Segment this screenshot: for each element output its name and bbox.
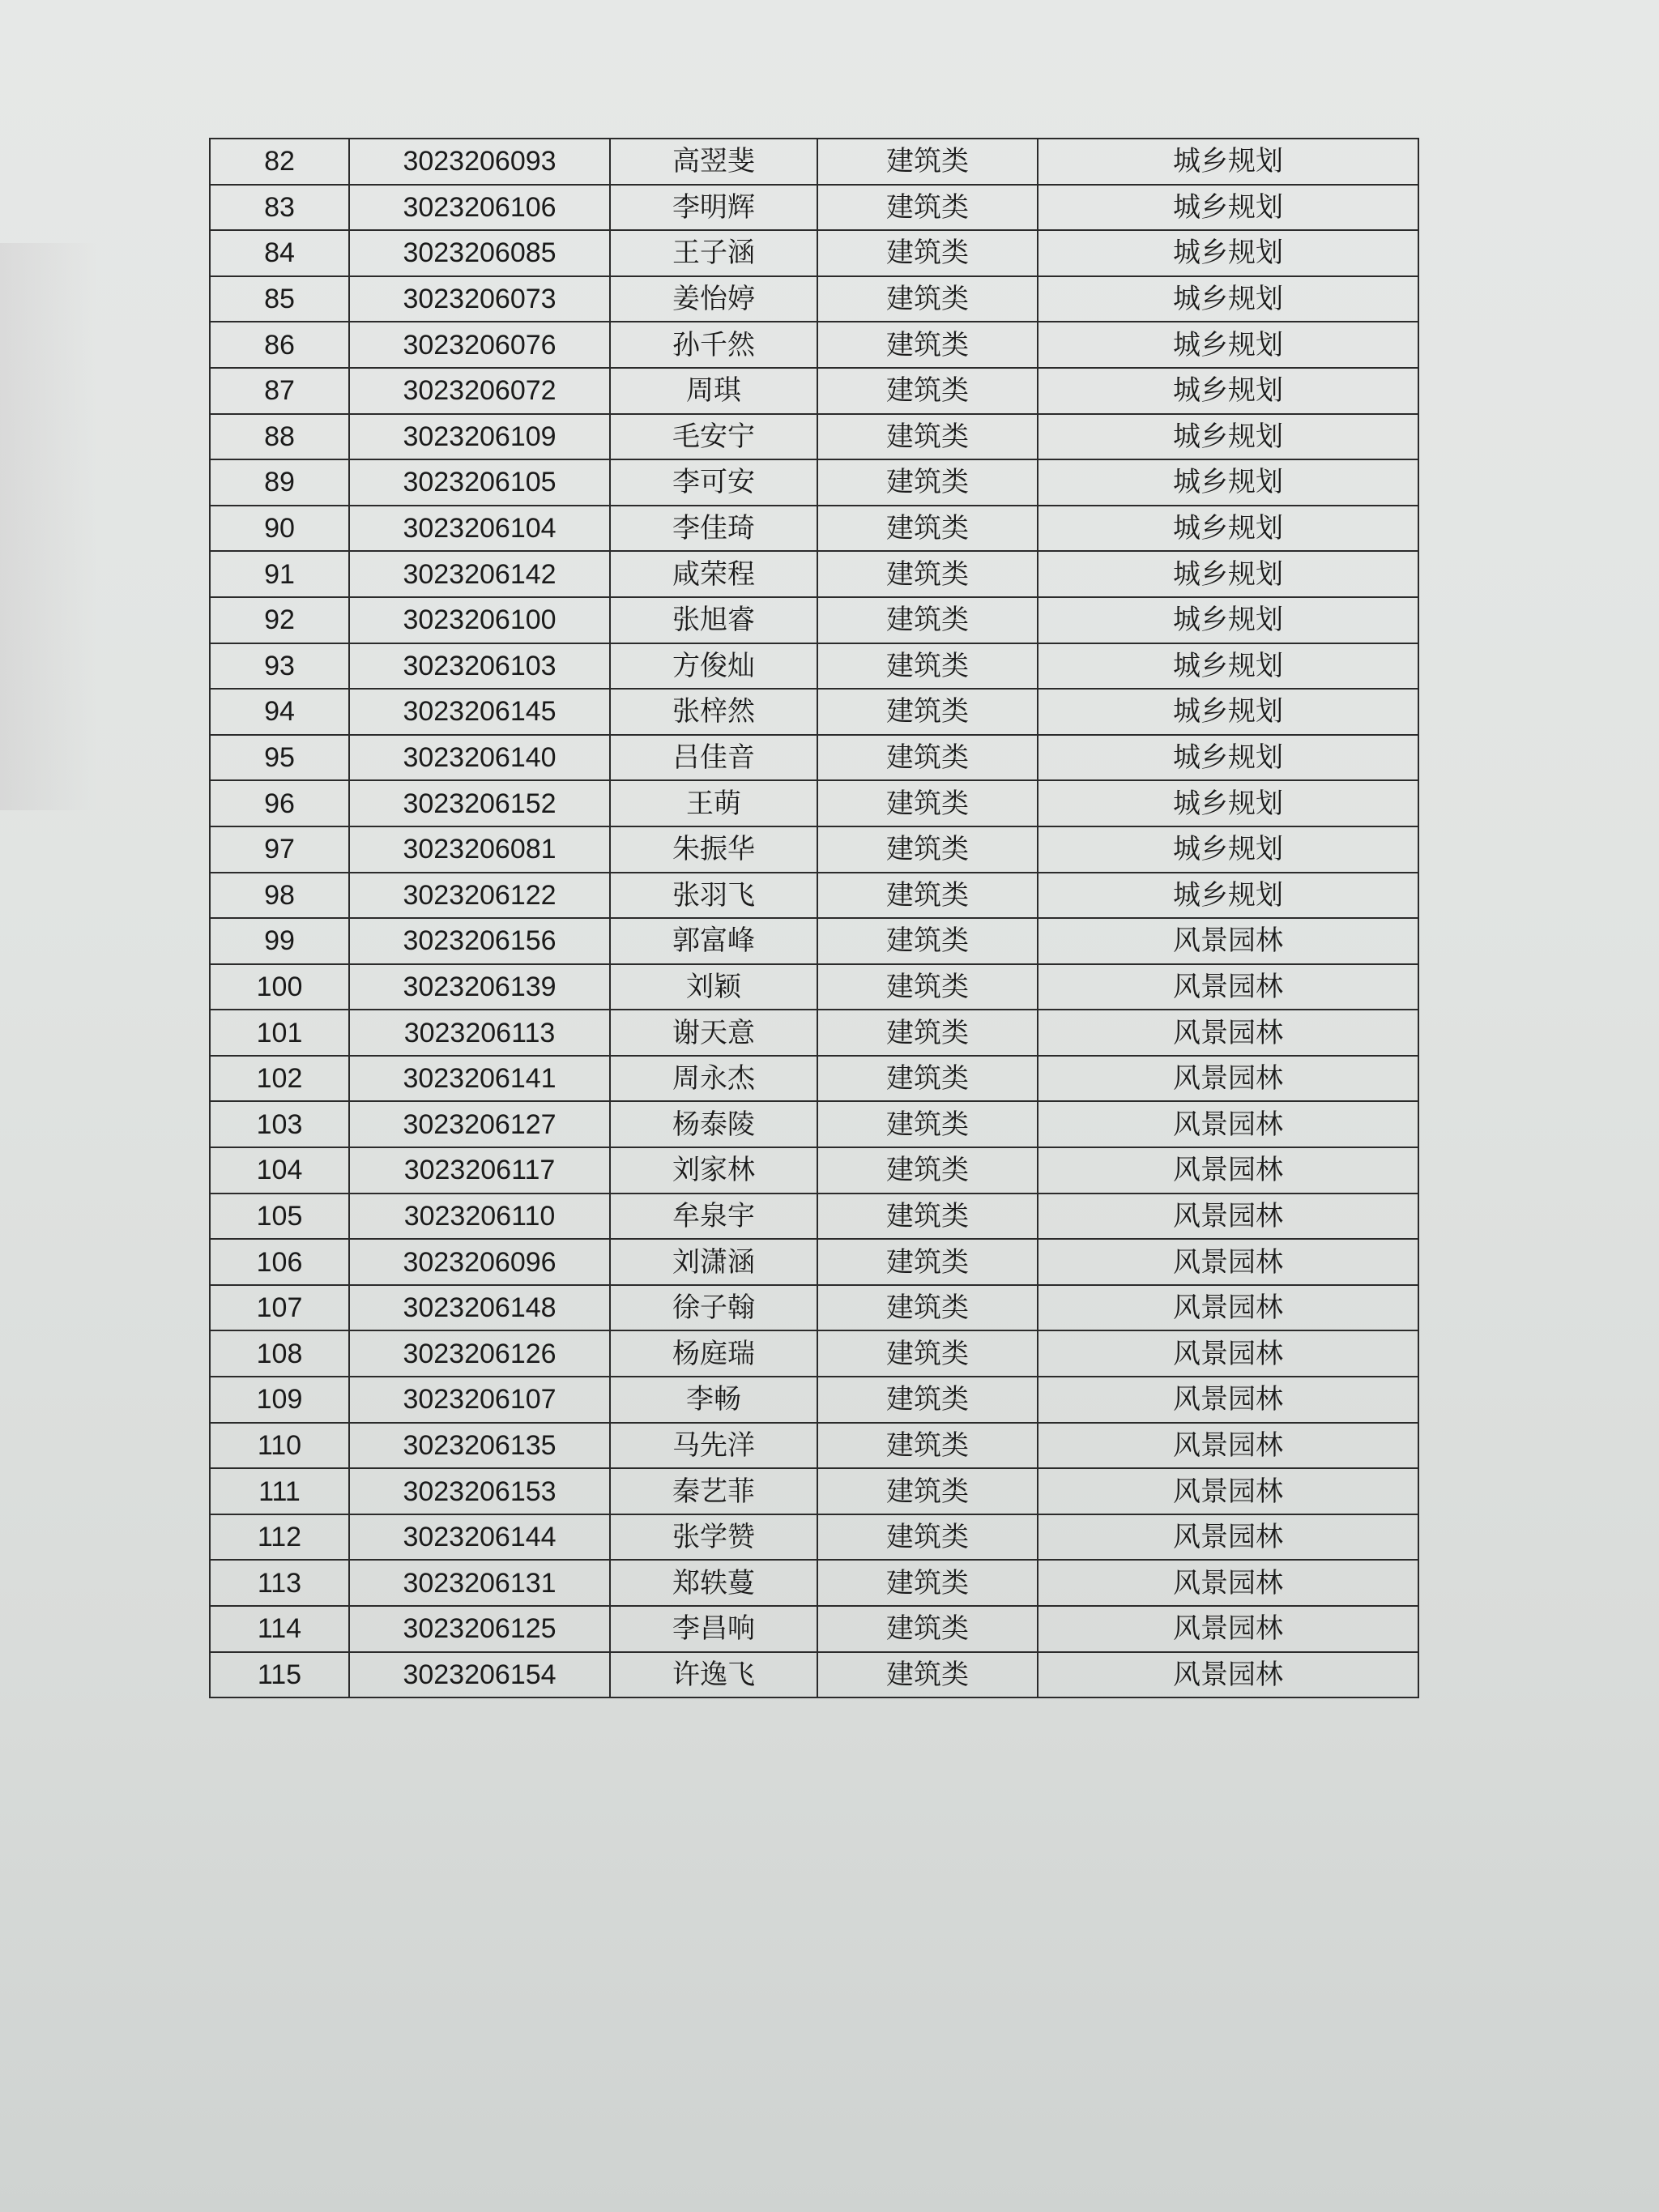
cell-major: 风景园林: [1038, 1147, 1418, 1194]
cell-seq: 102: [210, 1056, 349, 1102]
cell-student-id: 3023206139: [349, 964, 610, 1010]
cell-student-name: 杨庭瑞: [610, 1330, 817, 1377]
cell-student-id: 3023206113: [349, 1010, 610, 1056]
table-row: [210, 1560, 1418, 1606]
cell-seq: 90: [210, 506, 349, 552]
cell-major: 风景园林: [1038, 964, 1418, 1010]
cell-student-name: 周永杰: [610, 1056, 817, 1102]
cell-student-id: 3023206135: [349, 1423, 610, 1469]
cell-category: 建筑类: [817, 597, 1038, 643]
cell-category: 建筑类: [817, 1101, 1038, 1147]
cell-student-name: 孙千然: [610, 322, 817, 368]
cell-major: 风景园林: [1038, 1101, 1418, 1147]
cell-student-name: 李畅: [610, 1377, 817, 1423]
cell-category: 建筑类: [817, 1560, 1038, 1606]
cell-student-id: 3023206117: [349, 1147, 610, 1194]
cell-student-name: 徐子翰: [610, 1285, 817, 1331]
table-row: [210, 230, 1418, 276]
cell-seq: 113: [210, 1560, 349, 1606]
cell-category: 建筑类: [817, 1468, 1038, 1514]
table-row: [210, 873, 1418, 919]
cell-student-id: 3023206126: [349, 1330, 610, 1377]
cell-student-id: 3023206142: [349, 551, 610, 597]
cell-category: 建筑类: [817, 1285, 1038, 1331]
cell-student-name: 郭富峰: [610, 918, 817, 964]
table-row: [210, 276, 1418, 322]
cell-category: 建筑类: [817, 185, 1038, 231]
roster-table: [209, 138, 1419, 1698]
table-row: [210, 1194, 1418, 1240]
cell-category: 建筑类: [817, 1194, 1038, 1240]
table-row: [210, 1101, 1418, 1147]
cell-student-id: 3023206072: [349, 368, 610, 414]
table-row: [210, 1285, 1418, 1331]
cell-major: 城乡规划: [1038, 459, 1418, 506]
cell-major: 城乡规划: [1038, 643, 1418, 690]
cell-category: 建筑类: [817, 230, 1038, 276]
cell-major: 城乡规划: [1038, 689, 1418, 735]
cell-seq: 110: [210, 1423, 349, 1469]
cell-category: 建筑类: [817, 459, 1038, 506]
cell-major: 城乡规划: [1038, 230, 1418, 276]
cell-category: 建筑类: [817, 1239, 1038, 1285]
cell-seq: 82: [210, 139, 349, 185]
table-row: [210, 506, 1418, 552]
cell-student-id: 3023206106: [349, 185, 610, 231]
cell-category: 建筑类: [817, 1652, 1038, 1698]
cell-student-id: 3023206107: [349, 1377, 610, 1423]
table-row: [210, 551, 1418, 597]
cell-category: 建筑类: [817, 368, 1038, 414]
cell-student-name: 刘家林: [610, 1147, 817, 1194]
table-row: [210, 1056, 1418, 1102]
cell-seq: 84: [210, 230, 349, 276]
cell-major: 风景园林: [1038, 1377, 1418, 1423]
cell-major: 风景园林: [1038, 1056, 1418, 1102]
cell-major: 风景园林: [1038, 1194, 1418, 1240]
cell-seq: 112: [210, 1514, 349, 1561]
table-row: [210, 780, 1418, 826]
table-row: [210, 1377, 1418, 1423]
table-row: [210, 643, 1418, 690]
cell-category: 建筑类: [817, 1056, 1038, 1102]
cell-category: 建筑类: [817, 276, 1038, 322]
cell-student-id: 3023206122: [349, 873, 610, 919]
cell-seq: 87: [210, 368, 349, 414]
cell-major: 城乡规划: [1038, 551, 1418, 597]
cell-major: 风景园林: [1038, 1560, 1418, 1606]
cell-seq: 111: [210, 1468, 349, 1514]
roster-table-body: [210, 139, 1418, 1697]
cell-major: 城乡规划: [1038, 597, 1418, 643]
cell-student-id: 3023206076: [349, 322, 610, 368]
cell-major: 城乡规划: [1038, 735, 1418, 781]
cell-student-id: 3023206100: [349, 597, 610, 643]
cell-major: 风景园林: [1038, 1606, 1418, 1652]
cell-seq: 83: [210, 185, 349, 231]
cell-student-id: 3023206131: [349, 1560, 610, 1606]
table-row: [210, 1652, 1418, 1698]
cell-seq: 89: [210, 459, 349, 506]
cell-student-id: 3023206148: [349, 1285, 610, 1331]
cell-student-name: 刘潇涵: [610, 1239, 817, 1285]
table-row: [210, 459, 1418, 506]
cell-major: 城乡规划: [1038, 276, 1418, 322]
table-row: [210, 1239, 1418, 1285]
cell-major: 城乡规划: [1038, 139, 1418, 185]
cell-category: 建筑类: [817, 873, 1038, 919]
cell-student-name: 周琪: [610, 368, 817, 414]
table-row: [210, 964, 1418, 1010]
cell-category: 建筑类: [817, 1010, 1038, 1056]
cell-category: 建筑类: [817, 826, 1038, 873]
cell-major: 风景园林: [1038, 1423, 1418, 1469]
cell-major: 城乡规划: [1038, 322, 1418, 368]
cell-student-name: 郑轶蔓: [610, 1560, 817, 1606]
cell-seq: 107: [210, 1285, 349, 1331]
cell-student-name: 李佳琦: [610, 506, 817, 552]
table-row: [210, 826, 1418, 873]
cell-major: 城乡规划: [1038, 185, 1418, 231]
table-row: [210, 1147, 1418, 1194]
cell-seq: 108: [210, 1330, 349, 1377]
cell-student-name: 刘颖: [610, 964, 817, 1010]
cell-student-id: 3023206145: [349, 689, 610, 735]
cell-seq: 94: [210, 689, 349, 735]
cell-seq: 95: [210, 735, 349, 781]
cell-major: 风景园林: [1038, 1652, 1418, 1698]
cell-seq: 85: [210, 276, 349, 322]
cell-student-name: 张梓然: [610, 689, 817, 735]
cell-student-name: 毛安宁: [610, 414, 817, 460]
cell-seq: 88: [210, 414, 349, 460]
cell-student-name: 牟泉宇: [610, 1194, 817, 1240]
cell-student-id: 3023206156: [349, 918, 610, 964]
cell-category: 建筑类: [817, 506, 1038, 552]
cell-seq: 97: [210, 826, 349, 873]
cell-student-id: 3023206081: [349, 826, 610, 873]
cell-major: 风景园林: [1038, 1239, 1418, 1285]
table-row: [210, 918, 1418, 964]
cell-seq: 105: [210, 1194, 349, 1240]
cell-student-id: 3023206127: [349, 1101, 610, 1147]
cell-major: 城乡规划: [1038, 873, 1418, 919]
cell-category: 建筑类: [817, 1423, 1038, 1469]
cell-student-id: 3023206153: [349, 1468, 610, 1514]
cell-student-id: 3023206085: [349, 230, 610, 276]
cell-major: 风景园林: [1038, 1468, 1418, 1514]
cell-category: 建筑类: [817, 918, 1038, 964]
cell-student-id: 3023206144: [349, 1514, 610, 1561]
cell-student-name: 咸荣程: [610, 551, 817, 597]
cell-seq: 91: [210, 551, 349, 597]
table-row: [210, 139, 1418, 185]
cell-major: 城乡规划: [1038, 414, 1418, 460]
table-row: [210, 185, 1418, 231]
cell-student-name: 谢天意: [610, 1010, 817, 1056]
cell-seq: 106: [210, 1239, 349, 1285]
cell-student-id: 3023206140: [349, 735, 610, 781]
cell-student-id: 3023206103: [349, 643, 610, 690]
cell-seq: 109: [210, 1377, 349, 1423]
cell-category: 建筑类: [817, 1606, 1038, 1652]
cell-seq: 100: [210, 964, 349, 1010]
cell-major: 风景园林: [1038, 1010, 1418, 1056]
cell-category: 建筑类: [817, 643, 1038, 690]
cell-student-name: 张旭睿: [610, 597, 817, 643]
cell-category: 建筑类: [817, 551, 1038, 597]
cell-category: 建筑类: [817, 964, 1038, 1010]
cell-seq: 101: [210, 1010, 349, 1056]
cell-student-name: 许逸飞: [610, 1652, 817, 1698]
table-row: [210, 689, 1418, 735]
table-row: [210, 597, 1418, 643]
table-row: [210, 735, 1418, 781]
cell-student-name: 朱振华: [610, 826, 817, 873]
paper-shadow: [0, 243, 97, 810]
cell-student-id: 3023206109: [349, 414, 610, 460]
cell-student-id: 3023206110: [349, 1194, 610, 1240]
cell-student-name: 秦艺菲: [610, 1468, 817, 1514]
cell-category: 建筑类: [817, 322, 1038, 368]
cell-student-name: 张学赞: [610, 1514, 817, 1561]
cell-major: 城乡规划: [1038, 368, 1418, 414]
cell-student-id: 3023206105: [349, 459, 610, 506]
table-row: [210, 1330, 1418, 1377]
cell-seq: 115: [210, 1652, 349, 1698]
cell-major: 城乡规划: [1038, 826, 1418, 873]
cell-student-id: 3023206152: [349, 780, 610, 826]
cell-student-id: 3023206093: [349, 139, 610, 185]
cell-student-id: 3023206154: [349, 1652, 610, 1698]
cell-student-id: 3023206125: [349, 1606, 610, 1652]
cell-student-name: 王子涵: [610, 230, 817, 276]
cell-category: 建筑类: [817, 139, 1038, 185]
table-row: [210, 1468, 1418, 1514]
cell-major: 城乡规划: [1038, 506, 1418, 552]
cell-student-name: 马先洋: [610, 1423, 817, 1469]
cell-category: 建筑类: [817, 1514, 1038, 1561]
cell-student-id: 3023206141: [349, 1056, 610, 1102]
cell-student-name: 吕佳音: [610, 735, 817, 781]
cell-category: 建筑类: [817, 735, 1038, 781]
cell-category: 建筑类: [817, 780, 1038, 826]
table-row: [210, 414, 1418, 460]
cell-student-name: 张羽飞: [610, 873, 817, 919]
cell-seq: 104: [210, 1147, 349, 1194]
table-row: [210, 1606, 1418, 1652]
cell-student-id: 3023206096: [349, 1239, 610, 1285]
cell-student-name: 李可安: [610, 459, 817, 506]
cell-category: 建筑类: [817, 1330, 1038, 1377]
cell-seq: 99: [210, 918, 349, 964]
roster-sheet: [209, 138, 1410, 1698]
cell-seq: 93: [210, 643, 349, 690]
cell-seq: 92: [210, 597, 349, 643]
cell-student-id: 3023206104: [349, 506, 610, 552]
cell-student-name: 高翌斐: [610, 139, 817, 185]
table-row: [210, 1010, 1418, 1056]
cell-major: 风景园林: [1038, 1514, 1418, 1561]
cell-student-name: 李明辉: [610, 185, 817, 231]
cell-major: 风景园林: [1038, 1330, 1418, 1377]
cell-seq: 86: [210, 322, 349, 368]
table-row: [210, 1514, 1418, 1561]
table-row: [210, 1423, 1418, 1469]
cell-student-name: 王萌: [610, 780, 817, 826]
cell-seq: 103: [210, 1101, 349, 1147]
cell-category: 建筑类: [817, 1147, 1038, 1194]
cell-major: 风景园林: [1038, 918, 1418, 964]
cell-student-name: 姜怡婷: [610, 276, 817, 322]
cell-seq: 96: [210, 780, 349, 826]
cell-seq: 98: [210, 873, 349, 919]
cell-student-name: 李昌响: [610, 1606, 817, 1652]
cell-student-name: 杨泰陵: [610, 1101, 817, 1147]
cell-seq: 114: [210, 1606, 349, 1652]
cell-major: 城乡规划: [1038, 780, 1418, 826]
cell-category: 建筑类: [817, 414, 1038, 460]
table-row: [210, 322, 1418, 368]
cell-student-id: 3023206073: [349, 276, 610, 322]
table-row: [210, 368, 1418, 414]
cell-category: 建筑类: [817, 1377, 1038, 1423]
cell-student-name: 方俊灿: [610, 643, 817, 690]
cell-major: 风景园林: [1038, 1285, 1418, 1331]
cell-category: 建筑类: [817, 689, 1038, 735]
